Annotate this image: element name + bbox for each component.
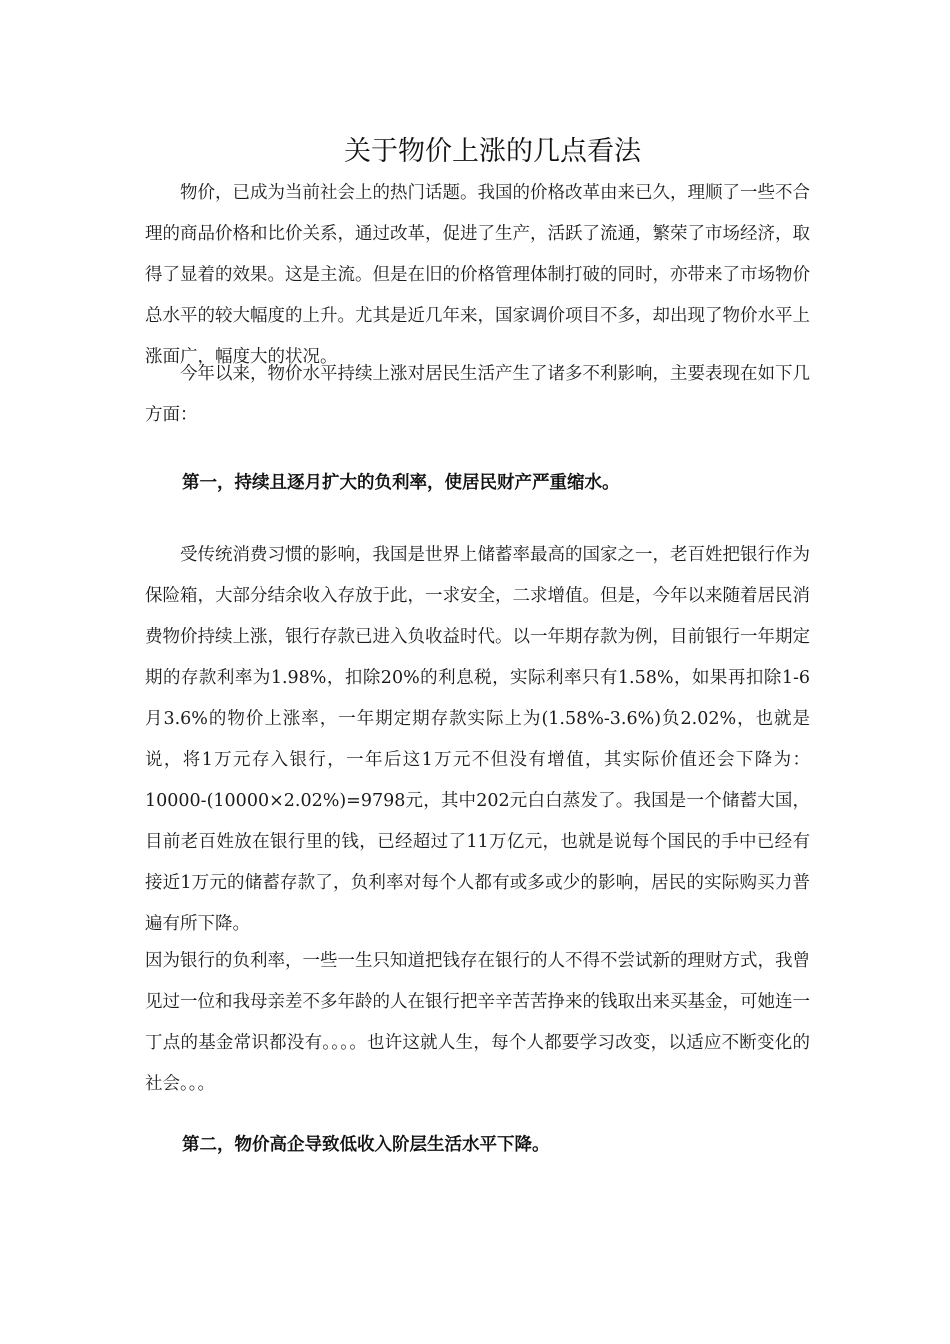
section-1-body: 受传统消费习惯的影响，我国是世界上储蓄率最高的国家之一，老百姓把银行作为保险箱，大部分结余收入存放于此，一求安全，二求增值。但是，今年以来随着居民消费物价持续上涨，银行存款已进入负收益时代。以一年期存款为例，目前银行一年期定期的存款利率为1.98%，扣除20%的利息税，实际利率只有1.58%，如果再扣除1-6月3.6%的物价上涨率，一年期定期存款实际上为(1.58%-3.6%)负2.02%，也就是说，将1万元存入银行，一年后这1万元不但没有增值，其实际价值还会下降为：10000-(10000×2.02%)=9798元，其中202元白白蒸发了。我国是一个储蓄大国，目前老百姓放在银行里的钱，已经超过了11万亿元，也就是说每个国民的手中已经有接近1万元的储蓄存款了，负利率对每个人都有或多或少的影响，居民的实际购买力普遍有所下降。 bbox=[145, 545, 810, 934]
section-heading-2: 第二，物价高企导致低收入阶层生活水平下降。 bbox=[182, 1135, 550, 1155]
section-1-comment: 因为银行的负利率，一些一生只知道把钱存在银行的人不得不尝试新的理财方式，我曾见过一位和我母亲差不多年龄的人在银行把辛辛苦苦挣来的钱取出来买基金，可她连一丁点的基金常识都没有。。。。也许这就人生，每个人都要学习改变，以适应不断变化的社会。。。 bbox=[145, 951, 810, 1094]
document-title: 关于物价上涨的几点看法 bbox=[344, 136, 641, 167]
section-heading-1: 第一，持续且逐月扩大的负利率，使居民财产严重缩水。 bbox=[182, 473, 620, 493]
summary-paragraph: 今年以来，物价水平持续上涨对居民生活产生了诸多不利影响，主要表现在如下几方面： bbox=[145, 364, 810, 425]
intro-paragraph: 物价，已成为当前社会上的热门话题。我国的价格改革由来已久，理顺了一些不合理的商品价格和比价关系，通过改革，促进了生产，活跃了流通，繁荣了市场经济，取得了显着的效果。这是主流。但是在旧的价格管理体制打破的同时，亦带来了市场物价总水平的较大幅度的上升。尤其是近几年来，国家调价项目不多，却出现了物价水平上涨面广，幅度大的状况。 bbox=[145, 183, 810, 367]
